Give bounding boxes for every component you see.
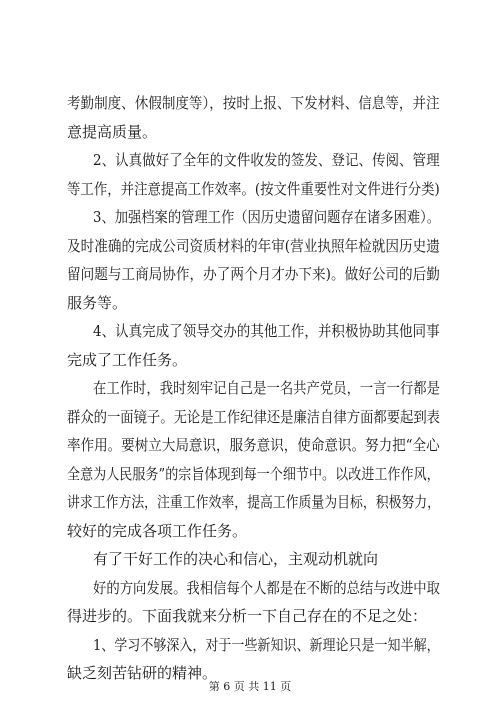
text-line: 完成了工作任务。 (67, 350, 188, 369)
text-line: 2、认真做好了全年的文件收发的签发、登记、传阅、管理 (93, 151, 440, 169)
text-line: 留问题与工商局协作，办了两个月才办下来)。做好公司的后勤 (67, 265, 440, 283)
page-number-footer: 第 6 页 共 11 页 (208, 680, 292, 693)
text-line: 好的方向发展。我相信每个人都是在不断的总结与改进中取 (93, 578, 440, 597)
text-line: 3、加强档案的管理工作（因历史遗留问题存在诸多困难）。 (93, 208, 441, 226)
text-line: 有了干好工作的决心和信心，主观动机就向 (93, 550, 379, 568)
text-line: 及时准确的完成公司资质材料的年审(营业执照年检就因历史遗 (67, 236, 440, 255)
text-line: 讲求工作方法，注重工作效率，提高工作质量为目标，积极努力， (67, 493, 441, 511)
text-line: 4、认真完成了领导交办的其他工作，并积极协助其他同事 (93, 322, 440, 340)
text-line: 意提高质量。 (67, 122, 158, 141)
text-line: 缺乏刻苦钻研的精神。 (67, 664, 218, 682)
text-line: 考勤制度、休假制度等），按时上报、下发材料、信息等，并注 (67, 94, 440, 112)
text-line: 等工作，并注意提高工作效率。(按文件重要性对文件进行分类) (67, 179, 440, 198)
text-line: 较好的完成各项工作任务。 (67, 521, 248, 540)
text-line: 1、学习不够深入，对于一些新知识、新理论只是一知半解， (93, 635, 440, 654)
text-line: 率作用。要树立大局意识，服务意识，使命意识。努力把“全心 (67, 436, 440, 454)
text-line: 服务等。 (67, 293, 128, 312)
text-line: 得进步的。下面我就来分析一下自己存在的不足之处： (67, 607, 428, 625)
text-line: 群众的一面镜子。无论是工作纪律还是廉洁自律方面都要起到表 (67, 407, 441, 426)
text-line: 全意为人民服务”的宗旨体现到每一个细节中。以改进工作作风， (67, 464, 440, 483)
text-line: 在工作时，我时刻牢记自己是一名共产党员，一言一行都是 (93, 379, 440, 397)
